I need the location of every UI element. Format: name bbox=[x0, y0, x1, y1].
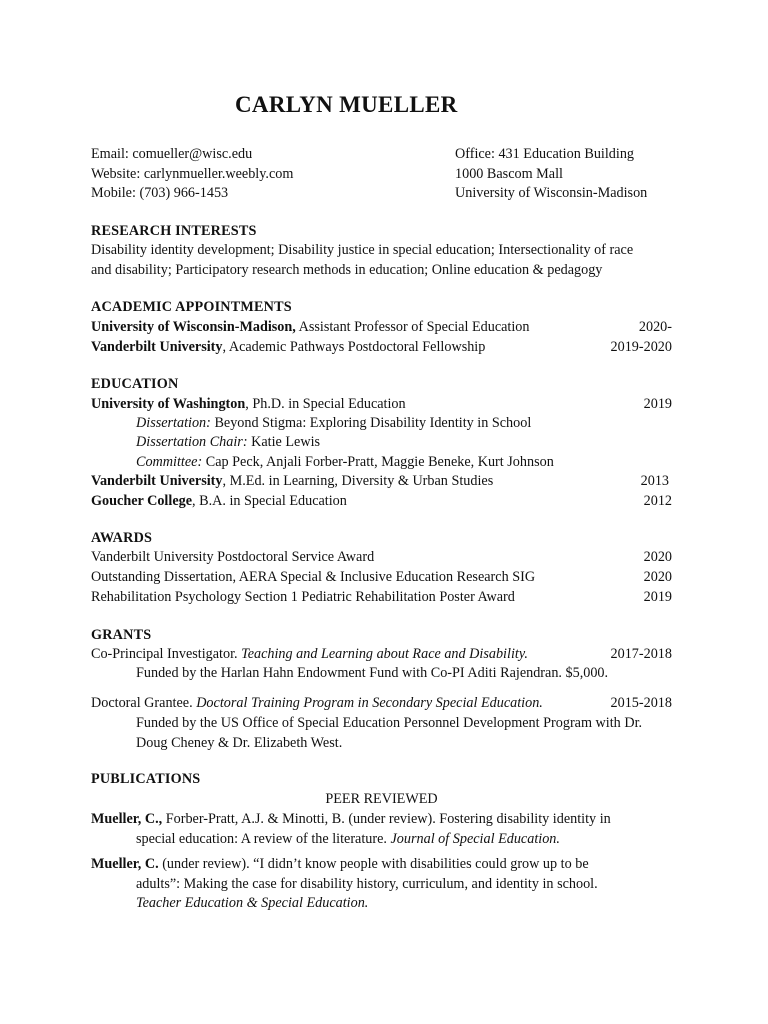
grant-row bbox=[91, 694, 672, 714]
appointment-row bbox=[91, 318, 672, 338]
chair-line bbox=[136, 433, 320, 453]
peer-reviewed-subheading: PEER REVIEWED bbox=[325, 791, 438, 807]
publication-line bbox=[91, 855, 672, 875]
grant-detail: Doug Cheney & Dr. Elizabeth West. bbox=[136, 735, 343, 751]
award-name: Outstanding Dissertation, AERA Special & Inclusive Education Research SIG bbox=[91, 569, 536, 585]
publication-line bbox=[91, 830, 672, 850]
education-degree: , B.A. in Special Education bbox=[192, 493, 347, 509]
publication-journal: Journal of Special Education. bbox=[390, 830, 560, 847]
publication-entry bbox=[91, 855, 672, 914]
education-year: 2019 bbox=[643, 396, 672, 412]
publication-author: Mueller, C., bbox=[91, 811, 163, 827]
award-year: 2020 bbox=[643, 569, 672, 585]
grant-title: Doctoral Training Program in Secondary Special Education. bbox=[196, 695, 543, 711]
contact-left bbox=[91, 145, 293, 204]
publication-text: special education: A review of the literature. bbox=[136, 830, 391, 847]
appointment-institution: University of Wisconsin-Madison, bbox=[91, 319, 296, 335]
page-title: CARLYN MUELLER bbox=[235, 92, 458, 117]
publication-text: (under review). “I didn’t know people with disabilities could grow up to be bbox=[158, 856, 589, 872]
committee-label: Committee: bbox=[136, 454, 203, 470]
chair-name: Katie Lewis bbox=[247, 434, 321, 450]
education-row bbox=[91, 395, 672, 415]
committee-line bbox=[136, 453, 554, 473]
publication-author: Mueller, C. bbox=[91, 856, 159, 872]
mobile-line: Mobile: (703) 966-1453 bbox=[91, 185, 229, 201]
publication-line bbox=[91, 894, 672, 914]
grant-detail: Funded by the US Office of Special Education Personnel Development Program with Dr. bbox=[136, 715, 643, 731]
appointment-institution: Vanderbilt University bbox=[91, 339, 223, 355]
appointment-years: 2020- bbox=[638, 319, 672, 335]
address-line-1: 1000 Bascom Mall bbox=[455, 165, 563, 182]
grant-years: 2017-2018 bbox=[610, 646, 672, 662]
grant-row bbox=[91, 645, 672, 665]
award-row bbox=[91, 548, 672, 568]
publication-entry bbox=[91, 810, 672, 849]
grant-years: 2015-2018 bbox=[610, 695, 672, 711]
grant-role: Co-Principal Investigator. bbox=[91, 646, 242, 662]
research-line-2: and disability; Participatory research methods in education; Online education & pedagogy bbox=[91, 262, 603, 278]
award-row bbox=[91, 568, 672, 588]
grants-heading: GRANTS bbox=[91, 627, 152, 643]
publications-heading: PUBLICATIONS bbox=[91, 771, 201, 787]
publication-line bbox=[91, 810, 672, 830]
grant-title: Teaching and Learning about Race and Disability. bbox=[241, 646, 528, 662]
appointments-heading: ACADEMIC APPOINTMENTS bbox=[91, 299, 292, 315]
appointment-role: , Academic Pathways Postdoctoral Fellowship bbox=[222, 339, 486, 355]
research-line-1: Disability identity development; Disability justice in special education; Intersectionality of race bbox=[91, 242, 634, 258]
education-heading: EDUCATION bbox=[91, 376, 179, 392]
education-degree: , Ph.D. in Special Education bbox=[245, 396, 406, 412]
education-institution: University of Washington bbox=[91, 396, 246, 412]
education-year: 2012 bbox=[643, 493, 672, 509]
grant-detail: Funded by the Harlan Hahn Endowment Fund with Co-PI Aditi Rajendran. $5,000. bbox=[136, 665, 609, 681]
award-year: 2019 bbox=[643, 589, 672, 605]
dissertation-title: Beyond Stigma: Exploring Disability Identity in School bbox=[210, 415, 532, 431]
address-line-2: University of Wisconsin-Madison bbox=[455, 185, 648, 201]
education-row bbox=[91, 472, 672, 492]
research-heading: RESEARCH INTERESTS bbox=[91, 223, 257, 239]
email-line[interactable]: Email: comueller@wisc.edu bbox=[91, 146, 253, 162]
award-year: 2020 bbox=[643, 549, 672, 565]
dissertation-line bbox=[136, 414, 531, 434]
awards-heading: AWARDS bbox=[91, 530, 153, 546]
education-institution: Vanderbilt University bbox=[91, 473, 223, 489]
office-line: Office: 431 Education Building bbox=[455, 146, 635, 162]
committee-names: Cap Peck, Anjali Forber-Pratt, Maggie Beneke, Kurt Johnson bbox=[202, 454, 554, 470]
grant-role: Doctoral Grantee. bbox=[91, 695, 197, 711]
education-institution: Goucher College bbox=[91, 493, 193, 509]
award-name: Rehabilitation Psychology Section 1 Pediatric Rehabilitation Poster Award bbox=[91, 589, 515, 605]
appointment-role: Assistant Professor of Special Education bbox=[295, 319, 530, 335]
dissertation-label: Dissertation: bbox=[136, 415, 211, 431]
education-row bbox=[91, 492, 672, 512]
award-name: Vanderbilt University Postdoctoral Service Award bbox=[91, 549, 375, 565]
website-line[interactable]: Website: carlynmueller.weebly.com bbox=[91, 165, 294, 182]
chair-label: Dissertation Chair: bbox=[136, 434, 248, 450]
publication-text: Forber-Pratt, A.J. & Minotti, B. (under review). Fostering disability identity in bbox=[162, 811, 611, 827]
publication-line: adults”: Making the case for disability history, curriculum, and identity in school. bbox=[136, 875, 598, 892]
appointment-row bbox=[91, 338, 672, 358]
appointment-years: 2019-2020 bbox=[610, 339, 672, 355]
award-row bbox=[91, 588, 672, 608]
contact-right bbox=[455, 145, 647, 204]
publication-journal: Teacher Education & Special Education. bbox=[136, 895, 369, 911]
education-year: 2013 bbox=[640, 473, 669, 489]
education-degree: , M.Ed. in Learning, Diversity & Urban Studies bbox=[222, 473, 494, 489]
